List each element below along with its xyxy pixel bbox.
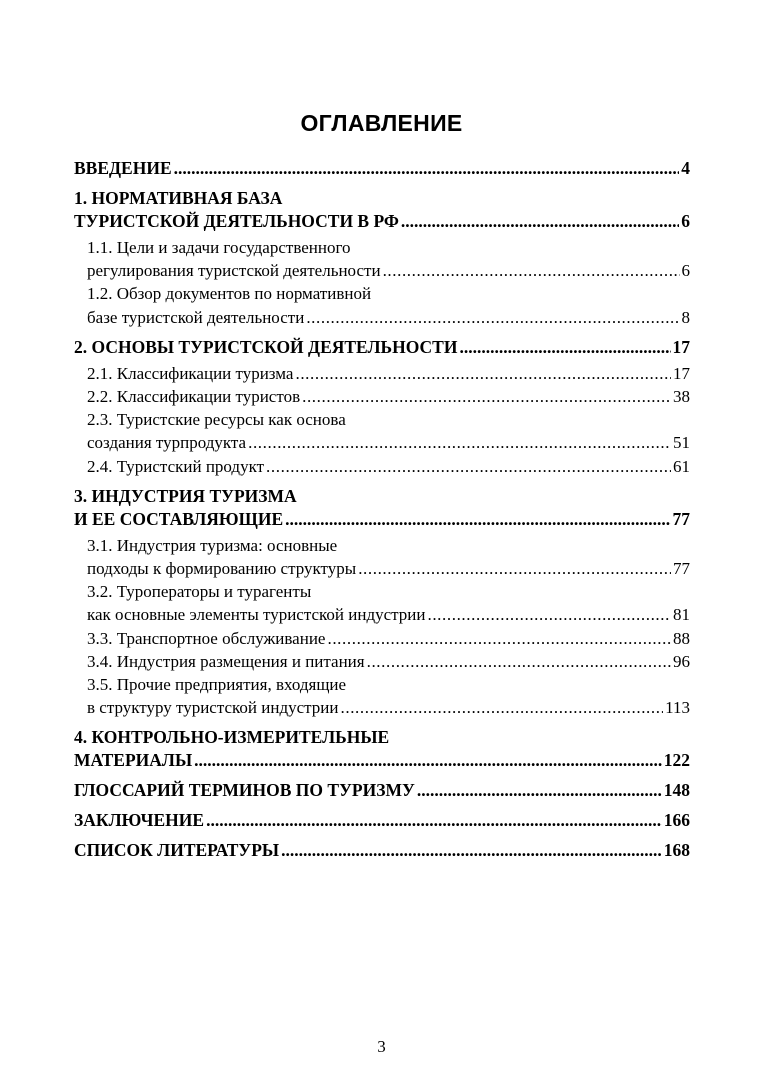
toc-entry [74,408,690,454]
toc-entry [74,157,690,180]
dot-leader [327,627,671,650]
toc-entry-page: 4 [681,158,690,178]
toc-entry [74,187,690,233]
dot-leader [383,259,680,282]
toc-entry-title: ЗАКЛЮЧЕНИЕ [74,810,205,831]
toc-entry-title: подходы к формированию структуры [87,559,357,579]
dot-leader [248,431,671,454]
toc-entry-page: 88 [673,628,690,648]
dot-leader [427,603,671,626]
toc-entry [74,362,690,385]
toc-entry-title: 1.1. Цели и задачи государственного [87,238,351,257]
toc-entry-page: 113 [665,698,690,718]
dot-leader [341,696,664,719]
toc-entry-title: 3.4. Индустрия размещения и питания [87,651,365,671]
toc-entry-title: в структуру туристской индустрии [87,698,339,718]
toc-entry-line [87,650,690,673]
toc-entry [74,650,690,673]
toc-entry-page: 96 [673,651,690,671]
toc-entry-page: 148 [663,780,690,801]
dot-leader [302,385,671,408]
dot-leader [306,306,679,329]
toc-entry-page: 61 [673,456,690,476]
toc-entry-line [87,603,690,626]
toc-entry-line [87,580,690,603]
toc-entry-title: 3.1. Индустрия туризма: основные [87,535,338,555]
toc-entry [74,726,690,772]
toc-entry-title: 3.5. Прочие предприятия, входящие [87,675,347,695]
toc-entry [74,673,690,719]
toc-entry-title: ВВЕДЕНИЕ [74,158,172,178]
toc-entry [74,455,690,478]
toc-entry-title: 3.2. Туроператоры и турагенты [87,582,312,602]
toc-entry-title: И ЕЕ СОСТАВЛЯЮЩИЕ [74,508,284,529]
toc-entry-title: 4. КОНТРОЛЬНО-ИЗМЕРИТЕЛЬНЫЕ [74,727,390,748]
toc-entry-line [87,236,690,259]
dot-leader [174,157,680,180]
toc-entry-page: 168 [663,840,690,861]
toc-entry-page: 122 [663,750,690,771]
dot-leader [285,508,670,531]
toc-entry-line [87,306,690,329]
toc-entry-page: 166 [663,810,690,831]
toc-entry-page: 6 [681,261,690,281]
toc-entry-line [74,749,690,772]
toc-entry-line [74,336,690,359]
toc-entry-line [74,187,690,210]
toc-entry [74,779,690,802]
toc-entry [74,534,690,580]
toc-entry-line [87,408,690,431]
toc-entry-line [74,210,690,233]
toc-entry-title: регулирования туристской деятельности [87,261,381,281]
dot-leader [266,455,671,478]
toc-entry-line [74,157,690,180]
toc-entry-title: СПИСОК ЛИТЕРАТУРЫ [74,840,280,861]
toc-entry [74,485,690,531]
toc-entry-title: как основные элементы туристской индустрии [87,605,426,625]
toc-entry-title: 2.2. Классификации туристов [87,387,301,407]
toc-entry-line [87,431,690,454]
dot-leader [401,210,679,233]
dot-leader [281,839,662,862]
toc-entry-page: 38 [673,387,690,407]
toc-entry-title: 2.1. Классификации туризма [87,363,294,383]
toc-entry-line [87,557,690,580]
page-title: ОГЛАВЛЕНИЕ [300,110,463,136]
toc-entry-line [74,508,690,531]
toc-entry-title: 1.2. Обзор документов по нормативной [87,284,372,304]
table-of-contents [74,150,690,862]
dot-leader [295,362,671,385]
toc-entry-line [87,627,690,650]
dot-leader [459,336,670,359]
toc-entry-title: ГЛОССАРИЙ ТЕРМИНОВ ПО ТУРИЗМУ [74,780,415,801]
dot-leader [358,557,671,580]
toc-entry [74,236,690,282]
toc-entry-page: 81 [673,605,690,625]
toc-entry-title: ТУРИСТСКОЙ ДЕЯТЕЛЬНОСТИ В РФ [74,211,399,231]
toc-entry-page: 6 [681,211,690,231]
toc-entry-line [74,779,690,802]
toc-entry [74,336,690,359]
toc-entry-page: 17 [673,363,690,383]
page-number: 3 [377,1037,386,1056]
toc-entry-line [87,282,690,305]
toc-entry-title: 2.4. Туристский продукт [87,456,265,476]
toc-entry [74,839,690,862]
toc-entry-line [87,673,690,696]
toc-entry-page: 8 [681,307,690,327]
dot-leader [206,809,662,832]
toc-entry [74,385,690,408]
toc-entry-line [87,385,690,408]
toc-entry-line [87,534,690,557]
dot-leader [367,650,671,673]
toc-entry-title: МАТЕРИАЛЫ [74,750,193,771]
toc-entry [74,627,690,650]
dot-leader [417,779,662,802]
toc-entry [74,809,690,832]
toc-entry-line [87,696,690,719]
toc-entry-title: 3. ИНДУСТРИЯ ТУРИЗМА [74,485,297,506]
toc-entry-line [74,809,690,832]
toc-entry-title: 2. ОСНОВЫ ТУРИСТСКОЙ ДЕЯТЕЛЬНОСТИ [74,336,458,357]
dot-leader [194,749,662,772]
toc-entry-title: 3.3. Транспортное обслуживание [87,628,326,648]
toc-entry-line [74,485,690,508]
toc-entry-page: 51 [673,433,690,453]
toc-entry-line [74,726,690,749]
toc-entry-page: 17 [672,336,690,357]
toc-entry-line [87,259,690,282]
toc-entry-line [74,839,690,862]
toc-entry-title: создания турпродукта [87,433,247,453]
toc-entry-page: 77 [673,559,690,579]
toc-entry-page: 77 [672,508,690,529]
toc-entry-line [87,362,690,385]
toc-entry-line [87,455,690,478]
toc-entry-title: базе туристской деятельности [87,307,305,327]
toc-entry-title: 1. НОРМАТИВНАЯ БАЗА [74,188,283,208]
toc-entry [74,580,690,626]
toc-entry-title: 2.3. Туристские ресурсы как основа [87,410,346,430]
toc-entry [74,282,690,328]
